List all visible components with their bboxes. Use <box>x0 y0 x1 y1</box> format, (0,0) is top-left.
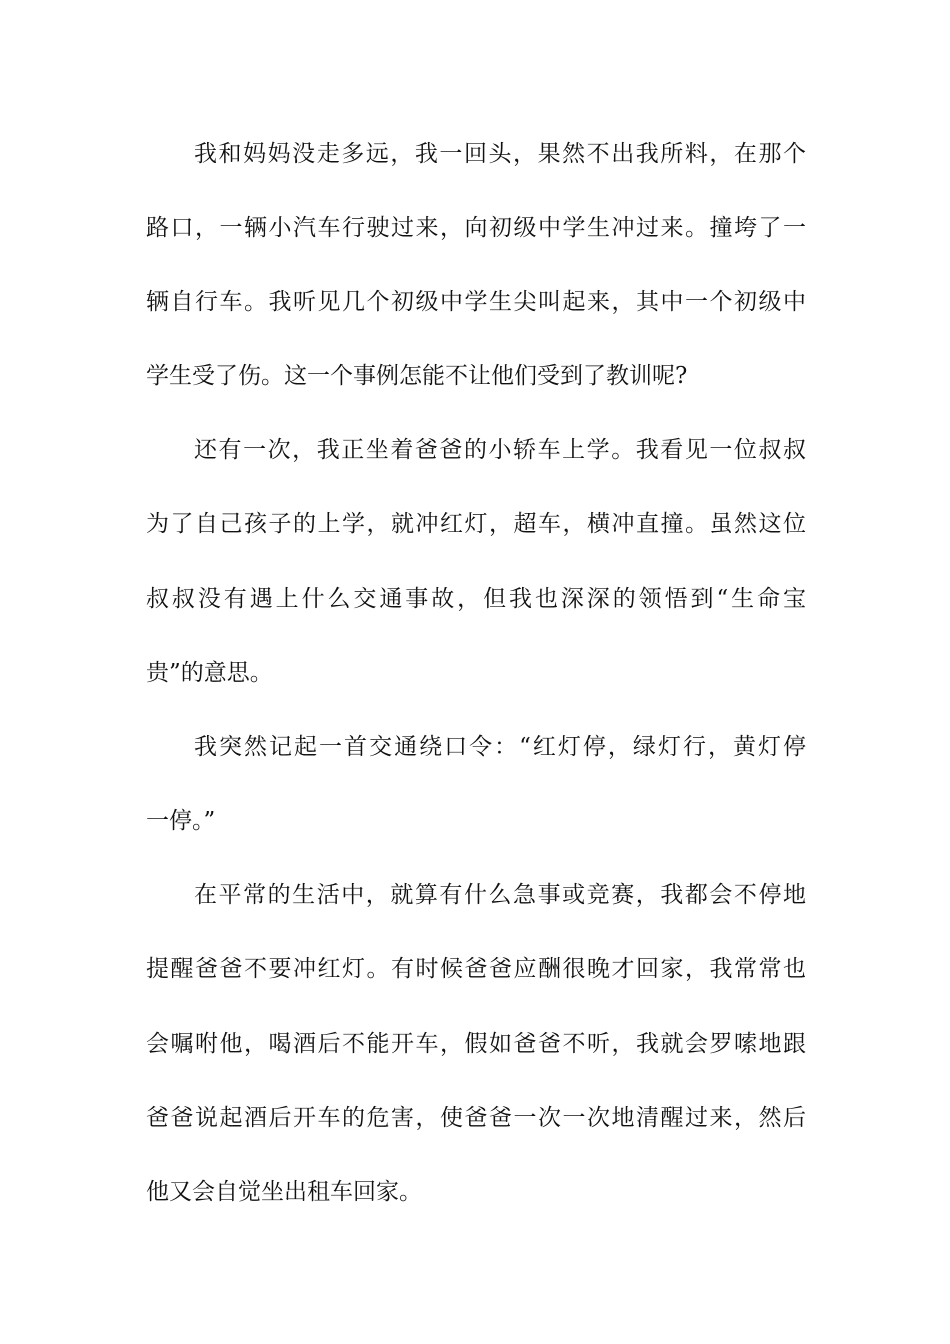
paragraph-line: 贵”的意思。 <box>146 660 273 686</box>
paragraph-line: 会嘱咐他，喝酒后不能开车，假如爸爸不听，我就会罗嗦地跟 <box>146 1031 806 1057</box>
paragraph-line: 叔叔没有遇上什么交通事故，但我也深深的领悟到“生命宝 <box>146 586 806 612</box>
paragraph-line: 一停。” <box>146 808 216 834</box>
paragraph-line: 为了自己孩子的上学，就冲红灯，超车，横冲直撞。虽然这位 <box>146 511 806 537</box>
paragraph-line: 学生受了伤。这一个事例怎能不让他们受到了教训呢? <box>146 363 688 389</box>
paragraph-line: 我和妈妈没走多远，我一回头，果然不出我所料，在那个 <box>194 141 806 167</box>
paragraph-line: 提醒爸爸不要冲红灯。有时候爸爸应酬很晚才回家，我常常也 <box>146 956 806 982</box>
paragraph-line: 辆自行车。我听见几个初级中学生尖叫起来，其中一个初级中 <box>146 289 806 315</box>
paragraph-line: 在平常的生活中，就算有什么急事或竞赛，我都会不停地 <box>194 882 806 908</box>
paragraph-line: 路口，一辆小汽车行驶过来，向初级中学生冲过来。撞垮了一 <box>146 215 806 241</box>
paragraph-line: 他又会自觉坐出租车回家。 <box>146 1179 422 1205</box>
paragraph-line: 还有一次，我正坐着爸爸的小轿车上学。我看见一位叔叔 <box>194 437 806 463</box>
paragraph-line: 我突然记起一首交通绕口令：“红灯停，绿灯行，黄灯停 <box>194 734 806 760</box>
paragraph-line: 爸爸说起酒后开车的危害，使爸爸一次一次地清醒过来，然后 <box>146 1105 806 1131</box>
